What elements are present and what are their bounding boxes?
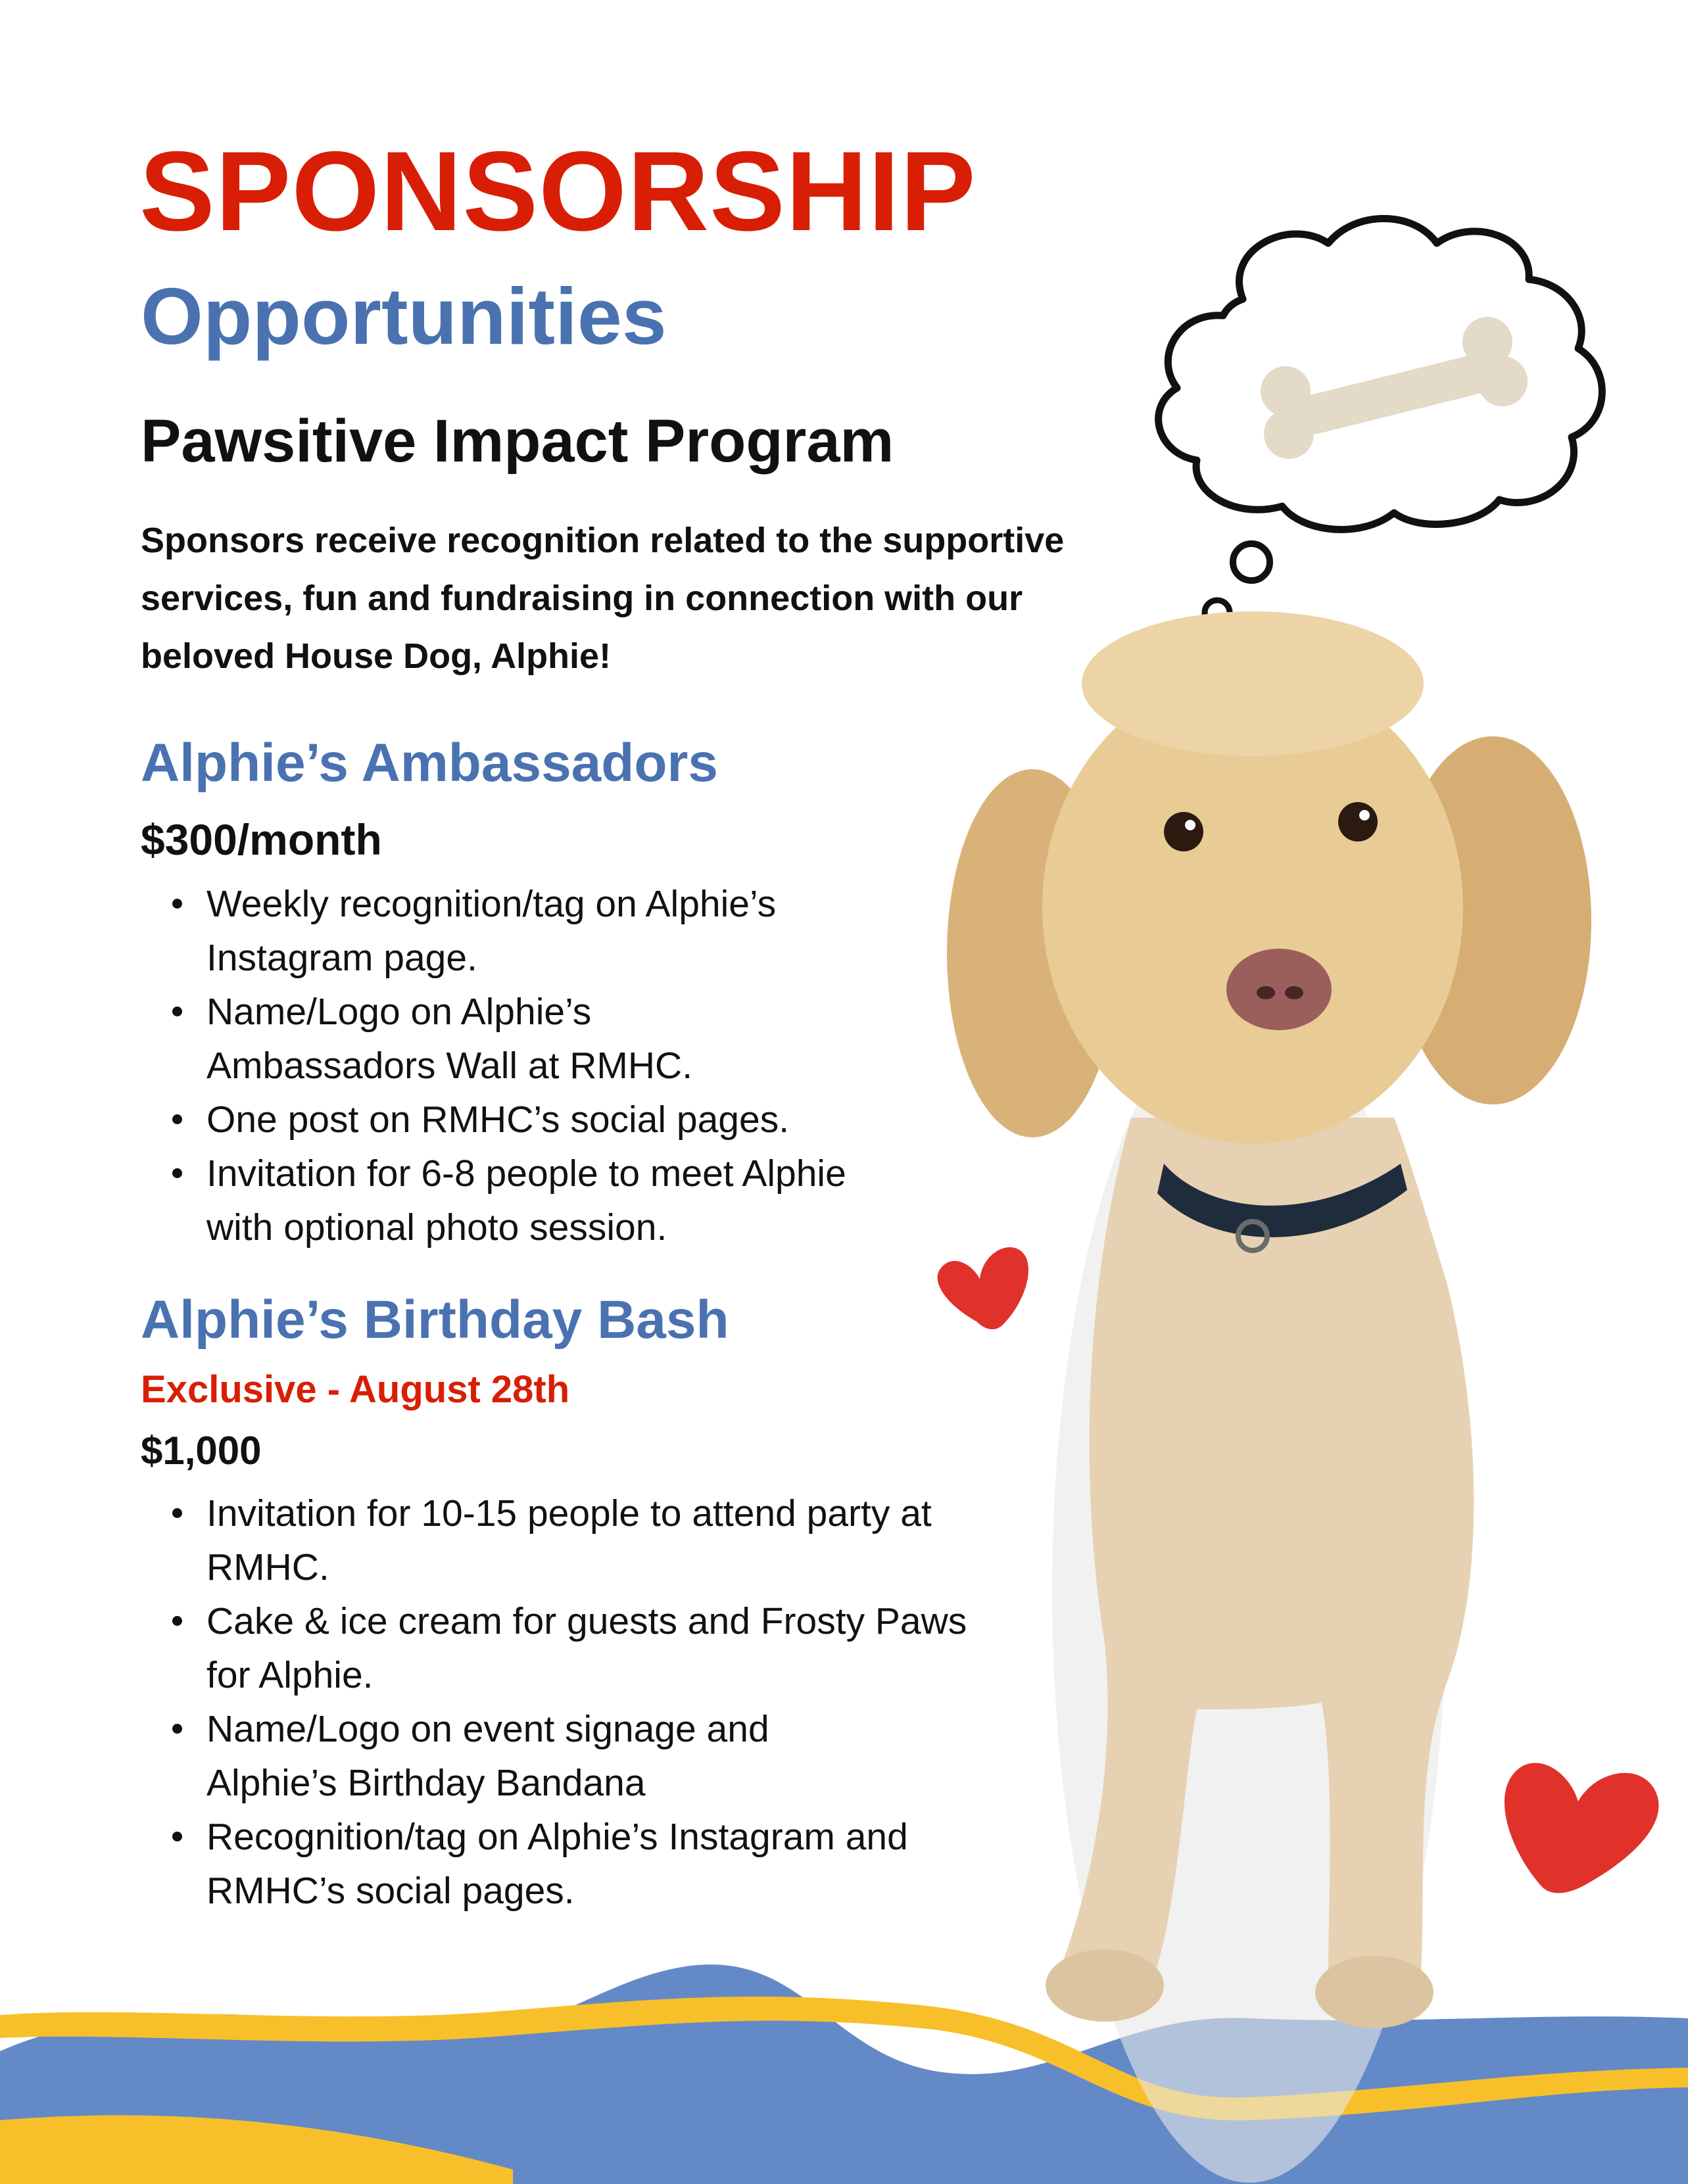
intro-text: Sponsors receive recognition related to the supportive services, fun and fundraising in connection with our beloved House Dog, Alphie!	[141, 521, 1065, 676]
page-subtitle: Opportunities	[141, 272, 667, 361]
ambassadors-heading: Alphie’s Ambassadors	[141, 733, 718, 793]
birthday-price: $1,000	[141, 1429, 262, 1473]
list-item: One post on RMHC’s social pages.	[141, 1093, 1061, 1147]
list-item: Name/Logo on event signage and Alphie’s Birthday Bandana	[141, 1702, 904, 1810]
birthday-exclusive-date: Exclusive - August 28th	[141, 1368, 570, 1411]
birthday-heading: Alphie’s Birthday Bash	[141, 1290, 729, 1350]
list-item: Cake & ice cream for guests and Frosty Paws for Alphie.	[141, 1594, 969, 1702]
ambassadors-benefits	[141, 877, 1061, 1254]
list-item: Invitation for 10-15 people to attend party at RMHC.	[141, 1486, 996, 1594]
bottom-waves	[0, 1964, 1688, 2184]
birthday-benefits	[141, 1486, 996, 1918]
ambassadors-price: $300/month	[141, 815, 382, 864]
list-item: Weekly recognition/tag on Alphie’s Instagram page.	[141, 877, 930, 985]
thought-bubble-icon	[1159, 219, 1603, 626]
list-item: Invitation for 6-8 people to meet Alphie with optional photo session.	[141, 1147, 904, 1254]
heart-icon	[1505, 1763, 1659, 1893]
birthday-section	[141, 1290, 996, 1918]
list-item: Name/Logo on Alphie’s Ambassadors Wall at RMHC.	[141, 985, 798, 1093]
page-title: SPONSORSHIP	[139, 128, 977, 254]
ambassadors-section	[141, 733, 1061, 1254]
program-name: Pawsitive Impact Program	[141, 408, 894, 475]
list-item: Recognition/tag on Alphie’s Instagram and RMHC’s social pages.	[141, 1810, 969, 1918]
